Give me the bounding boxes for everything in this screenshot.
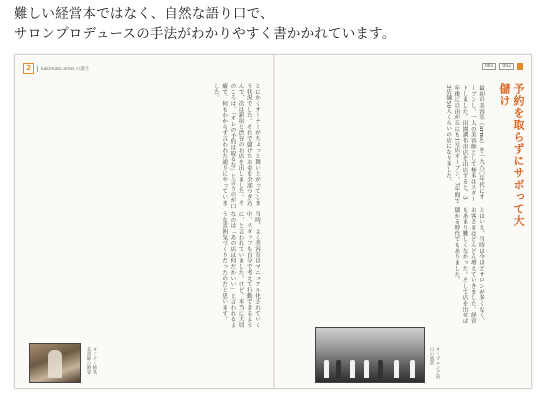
- book-gutter: [273, 55, 275, 388]
- page-marker: [517, 63, 523, 70]
- photo-figure: [336, 360, 341, 378]
- photo-figure: [364, 360, 369, 378]
- photo-figure: [324, 360, 329, 378]
- left-body-text-upper: とにかくオーナーがちょっと舞い上がってしまう状況でした。それで儲けたお金を全部つぎ込んで、次は新宿と渋谷のお店を出しました。そのころは、「オレの予約は取るな」と言うのが口癖で、何もわからず言われた通りにやっていました。: [212, 83, 260, 209]
- photo-figure: [394, 360, 399, 378]
- photo-right-caption: オープニング前日の風景: [429, 347, 440, 379]
- photo-figure: [410, 360, 415, 378]
- left-body-text-lower: 当時、よく美容室はマニュアル化されていく中、スタッフも自分で考えて行動できるように、と言われていました。けど、本当に大切なのは「あの店は何だかいい」と言われるような雰囲気づくりだったのだと思います。: [221, 211, 260, 328]
- photo-hairdresser: [29, 343, 81, 383]
- page-ref-right: 002: [499, 63, 514, 70]
- page-number-badge: 2: [23, 63, 34, 74]
- right-body-text-upper: 最初の美容室（arms）を一九八〇年代にオープンし、一人の美容師として柿本はスタートしました。田園調布市店を出店すると、3年後に自由が丘にも1号店オープン。7年間で3店舗50人くらいの店になりました。: [445, 85, 484, 204]
- photo-opening-day: [315, 327, 425, 383]
- left-page-header: [23, 63, 89, 74]
- photo-left-caption: オーナー柿本、美容師の晴姿: [86, 347, 97, 379]
- caption-line-2: サロンプロデュースの手法がわかりやすく書かかれています。: [14, 26, 396, 42]
- caption-line-1: 難しい経営本ではなく、自然な語り口で、: [14, 6, 274, 22]
- running-title: kakimoto arms の誕生: [41, 66, 90, 72]
- photo-figure: [378, 360, 383, 378]
- section-title: 予約を取らずにサボって大儲け: [498, 83, 525, 227]
- header-divider: [37, 66, 38, 72]
- right-body-text-lower: とはいえ、当時は今ほどサロンが多くなく、お客さまはどんどん増えていきました。経営もあまり難しくなかった。そして店を出せば儲かる時代でもありました。: [453, 207, 484, 324]
- book-spread: [14, 54, 532, 389]
- right-page-header: [482, 63, 523, 70]
- photo-figure: [350, 360, 355, 378]
- page-ref-left: 001: [482, 63, 497, 70]
